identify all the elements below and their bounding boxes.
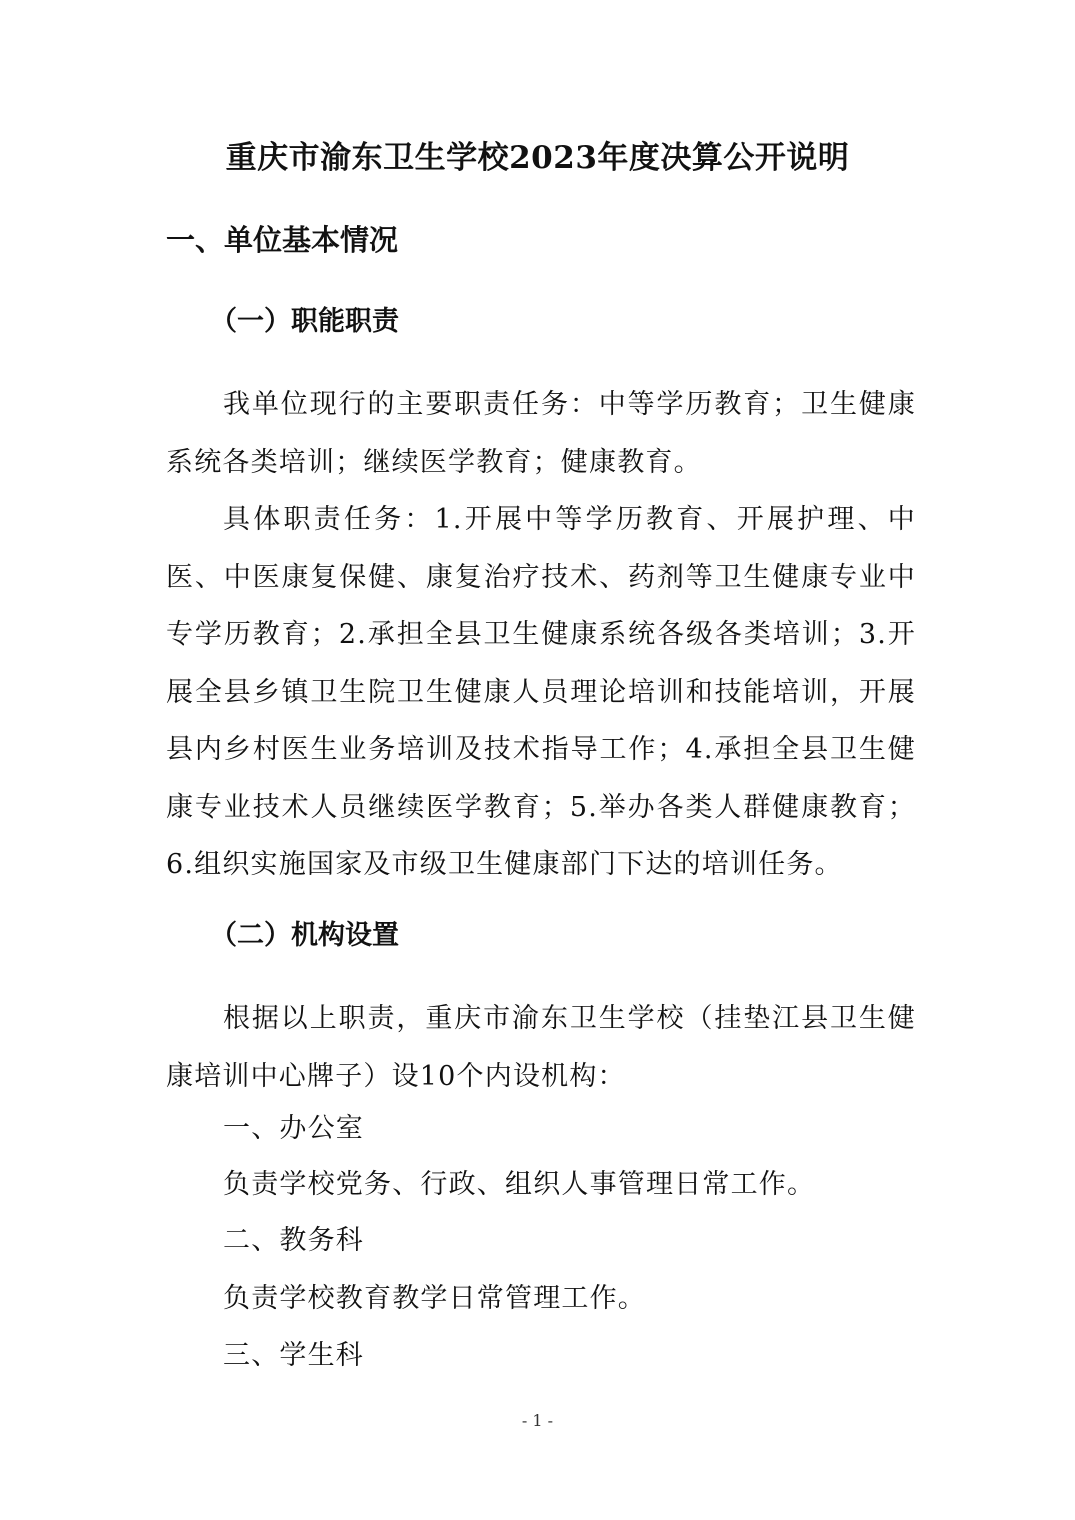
org-item-student-affairs: 三、学生科	[223, 1340, 364, 1371]
subsection-heading-organization: （二）机构设置	[210, 920, 399, 951]
org-item-office-desc: 负责学校党务、行政、组织人事管理日常工作。	[223, 1169, 816, 1200]
org-item-office: 一、办公室	[223, 1113, 364, 1144]
page-number: - 1 -	[521, 1411, 554, 1430]
document-title: 重庆市渝东卫生学校2023年度决算公开说明	[225, 140, 850, 176]
subsection-heading-duties: （一）职能职责	[210, 306, 399, 337]
org-item-academic-affairs-desc: 负责学校教育教学日常管理工作。	[223, 1283, 646, 1314]
section-heading-basic-info: 一、单位基本情况	[166, 223, 399, 257]
duties-paragraph-detail: 具体职责任务：1.开展中等学历教育、开展护理、中医、中医康复保健、康复治疗技术、药剂等卫生健康专业中专学历教育；2.承担全县卫生健康系统各级各类培训；3.开展全县乡镇卫生院卫生健康人员理论培训和技能培训，开展县内乡村医生业务培训及技术指导工作；4.承担全县卫生健康专业技术人员继续医学教育；5.举办各类人群健康教育；6.组织实施国家及市级卫生健康部门下达的培训任务。	[166, 504, 916, 880]
organization-intro-paragraph: 根据以上职责，重庆市渝东卫生学校（挂垫江县卫生健康培训中心牌子）设10个内设机构：	[166, 1003, 916, 1092]
org-item-academic-affairs: 二、教务科	[223, 1225, 364, 1256]
duties-paragraph-main: 我单位现行的主要职责任务：中等学历教育；卫生健康系统各类培训；继续医学教育；健康教育。	[166, 389, 916, 478]
